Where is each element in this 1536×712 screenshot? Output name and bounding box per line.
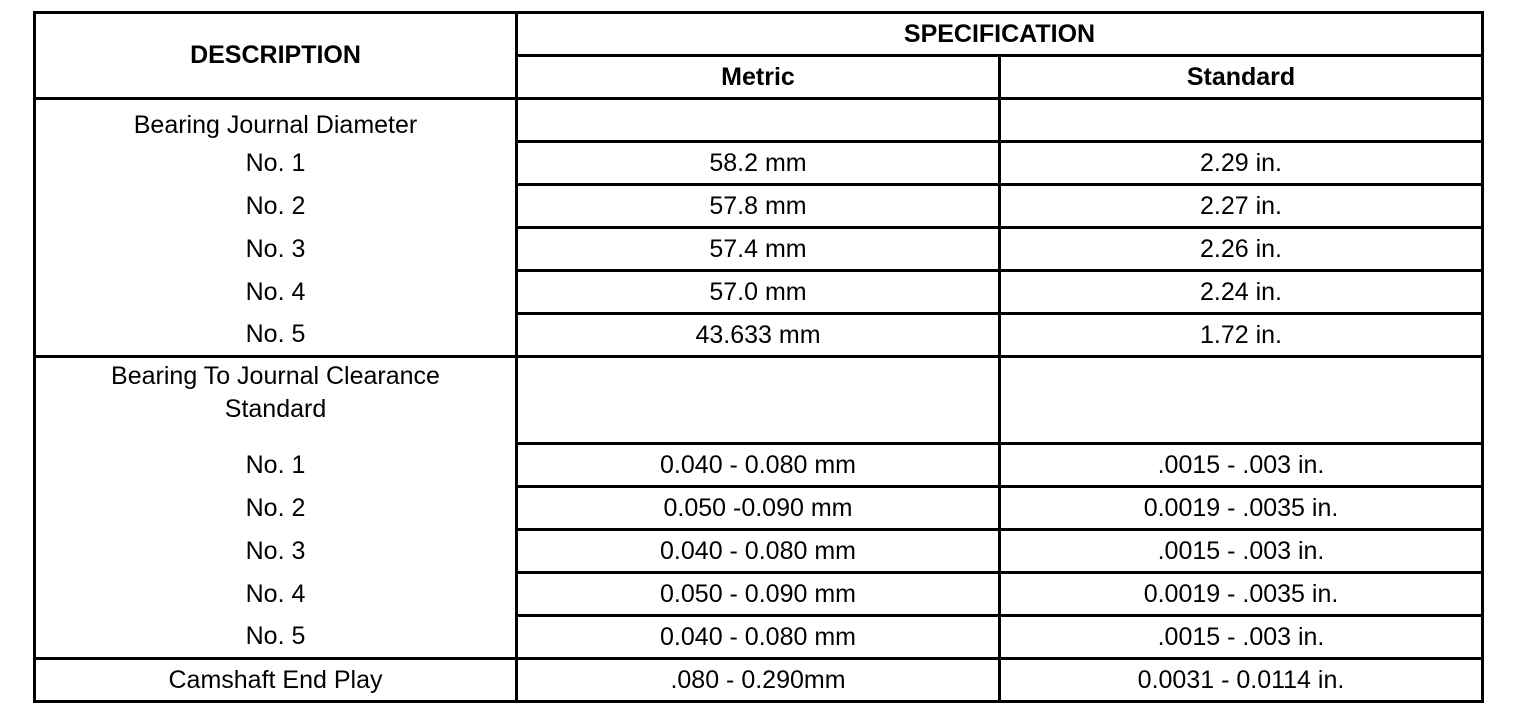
row-label: No. 5	[35, 314, 517, 357]
metric-value: 0.040 - 0.080 mm	[517, 444, 1000, 487]
row-label: No. 2	[35, 185, 517, 228]
row-label: No. 3	[35, 530, 517, 573]
header-row-top	[35, 13, 1483, 56]
standard-value: 2.29 in.	[1000, 142, 1483, 185]
group-title-line: Bearing To Journal Clearance	[111, 362, 440, 390]
table-row	[35, 573, 1483, 616]
metric-value: 57.8 mm	[517, 185, 1000, 228]
standard-value: .0015 - .003 in.	[1000, 616, 1483, 659]
description-header: DESCRIPTION	[35, 13, 517, 99]
metric-header: Metric	[517, 56, 1000, 99]
group-title-line: Bearing Journal Diameter	[133, 110, 418, 139]
metric-value: 58.2 mm	[517, 142, 1000, 185]
table-row	[35, 314, 1483, 357]
metric-value: 0.050 -0.090 mm	[517, 487, 1000, 530]
standard-value: 2.26 in.	[1000, 228, 1483, 271]
table-row	[35, 444, 1483, 487]
standard-value: 0.0019 - .0035 in.	[1000, 487, 1483, 530]
standard-value: .0015 - .003 in.	[1000, 444, 1483, 487]
specification-table	[33, 11, 1484, 703]
standard-value: .0015 - .003 in.	[1000, 530, 1483, 573]
row-label: No. 1	[35, 142, 517, 185]
row-label: No. 4	[35, 271, 517, 314]
metric-value: 0.040 - 0.080 mm	[517, 530, 1000, 573]
empty-cell	[517, 357, 1000, 444]
metric-value: .080 - 0.290mm	[517, 659, 1000, 702]
standard-value: 1.72 in.	[1000, 314, 1483, 357]
row-label-camshaft-end-play: Camshaft End Play	[35, 659, 517, 702]
table-row	[35, 228, 1483, 271]
group-title-bearing-to-journal-clearance	[35, 357, 517, 444]
standard-value: 0.0031 - 0.0114 in.	[1000, 659, 1483, 702]
table-row	[35, 185, 1483, 228]
standard-value: 2.24 in.	[1000, 271, 1483, 314]
empty-cell	[1000, 99, 1483, 142]
metric-value: 0.040 - 0.080 mm	[517, 616, 1000, 659]
group-title-row	[35, 99, 1483, 142]
empty-cell	[1000, 357, 1483, 444]
standard-value: 2.27 in.	[1000, 185, 1483, 228]
row-label: No. 5	[35, 616, 517, 659]
metric-value: 57.4 mm	[517, 228, 1000, 271]
standard-header: Standard	[1000, 56, 1483, 99]
group-title-row	[35, 357, 1483, 444]
table-row	[35, 659, 1483, 702]
row-label: No. 4	[35, 573, 517, 616]
row-label: No. 1	[35, 444, 517, 487]
group-title-bearing-journal-diameter	[35, 99, 517, 142]
table-row	[35, 530, 1483, 573]
table-row	[35, 487, 1483, 530]
row-label: No. 2	[35, 487, 517, 530]
metric-value: 0.050 - 0.090 mm	[517, 573, 1000, 616]
row-label: No. 3	[35, 228, 517, 271]
group-title-line: Standard	[224, 395, 327, 423]
metric-value: 43.633 mm	[517, 314, 1000, 357]
table-row	[35, 616, 1483, 659]
table-row	[35, 271, 1483, 314]
table-row	[35, 142, 1483, 185]
metric-value: 57.0 mm	[517, 271, 1000, 314]
standard-value: 0.0019 - .0035 in.	[1000, 573, 1483, 616]
specification-header: SPECIFICATION	[517, 13, 1483, 56]
empty-cell	[517, 99, 1000, 142]
